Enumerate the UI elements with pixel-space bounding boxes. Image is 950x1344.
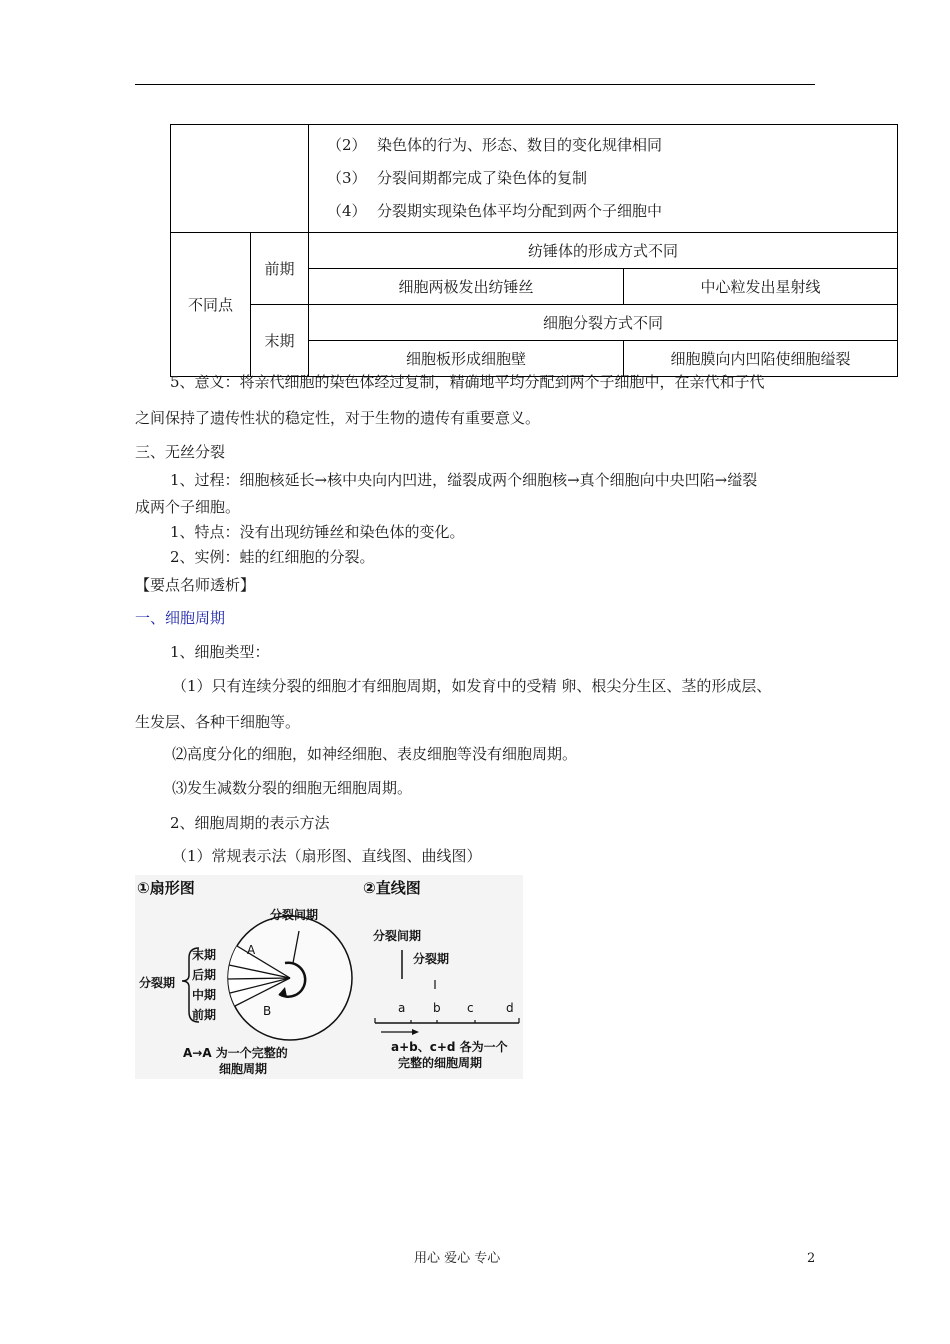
analysis-heading: 【要点名师透析】 (135, 576, 256, 594)
header-rule (135, 84, 815, 85)
point-b-label: B (263, 1004, 272, 1018)
prophase-title: 纺锤体的形成方式不同 (309, 233, 898, 269)
prophase-label: 前期 (192, 1008, 217, 1022)
point-b: b (433, 1001, 441, 1015)
line-interphase-label: 分裂间期 (373, 929, 422, 943)
cell-cycle-diagram (135, 875, 523, 1079)
line-chart-title: ②直线图 (363, 879, 421, 897)
prophase-label: 前期 (251, 233, 309, 305)
page-number: 2 (807, 1251, 816, 1266)
same-points-row (171, 125, 898, 233)
significance-line-1: 5、意义：将亲代细胞的染色体经过复制，精确地平均分配到两个子细胞中，在亲代和子代 (170, 373, 765, 391)
telophase-plant: 细胞板形成细胞壁 (309, 341, 624, 377)
example-line: 2、实例：蛙的红细胞的分裂。 (170, 548, 375, 566)
comparison-table (170, 124, 898, 377)
line-caption-line-1: a+b、c+d 各为一个 (391, 1040, 508, 1054)
cell-cycle-figure (135, 875, 523, 1079)
telophase-animal: 细胞膜向内凹陷使细胞缢裂 (624, 341, 898, 377)
same-point: （3） 分裂间期都完成了染色体的复制 (327, 169, 588, 187)
pie-chart-title: ①扇形图 (137, 879, 195, 897)
pie-caption-line-2: 细胞周期 (219, 1062, 268, 1076)
point-c: c (467, 1001, 474, 1015)
point-a-label: A (247, 943, 256, 957)
amitosis-heading: 三、无丝分裂 (135, 443, 226, 461)
methods-line: 2、细胞周期的表示方法 (170, 814, 330, 832)
footer-motto: 用心 爱心 专心 (414, 1251, 501, 1266)
same-point: （4） 分裂期实现染色体平均分配到两个子细胞中 (327, 202, 663, 220)
point-d: d (506, 1001, 514, 1015)
process-line-1: 1、过程：细胞核延长→核中央向内凹进，缢裂成两个细胞核→真个细胞向中央凹陷→缢裂 (170, 471, 758, 489)
significance-line-2: 之间保持了遗传性状的稳定性，对于生物的遗传有重要意义。 (135, 409, 541, 427)
prophase-plant: 细胞两极发出纺锤丝 (309, 269, 624, 305)
same-point: （2） 染色体的行为、形态、数目的变化规律相同 (327, 136, 663, 154)
type-2-line: ⑵高度分化的细胞，如神经细胞、表皮细胞等没有细胞周期。 (172, 745, 578, 763)
metaphase-label: 中期 (192, 988, 217, 1002)
type-1-line-b: 生发层、各种干细胞等。 (135, 713, 301, 731)
process-line-2: 成两个子细胞。 (135, 498, 241, 516)
prophase-animal: 中心粒发出星射线 (624, 269, 898, 305)
line-division-label: 分裂期 (413, 952, 450, 966)
differences-label: 不同点 (171, 233, 251, 377)
division-label: 分裂期 (139, 976, 176, 990)
telophase-label: 末期 (251, 305, 309, 377)
same-points-cell (309, 125, 898, 233)
pie-caption-line-1: A→A 为一个完整的 (183, 1046, 288, 1060)
anaphase-label: 后期 (192, 968, 217, 982)
telophase-title: 细胞分裂方式不同 (309, 305, 898, 341)
feature-line: 1、特点：没有出现纺锤丝和染色体的变化。 (170, 523, 465, 541)
telophase-label: 末期 (192, 948, 217, 962)
cell-types-line: 1、细胞类型： (170, 643, 270, 661)
line-caption-line-2: 完整的细胞周期 (398, 1056, 483, 1070)
arrowhead (412, 1029, 419, 1035)
type-1-line-a: （1）只有连续分裂的细胞才有细胞周期，如发育中的受精 卵、根尖分生区、茎的形成层、 (172, 677, 772, 695)
interphase-label: 分裂间期 (270, 908, 319, 922)
point-a: a (398, 1001, 406, 1015)
same-points-label-cell (171, 125, 309, 233)
cell-cycle-heading: 一、细胞周期 (135, 609, 226, 627)
type-3-line: ⑶发生减数分裂的细胞无细胞周期。 (172, 779, 413, 797)
method-1-line: （1）常规表示法（扇形图、直线图、曲线图） (172, 847, 482, 865)
